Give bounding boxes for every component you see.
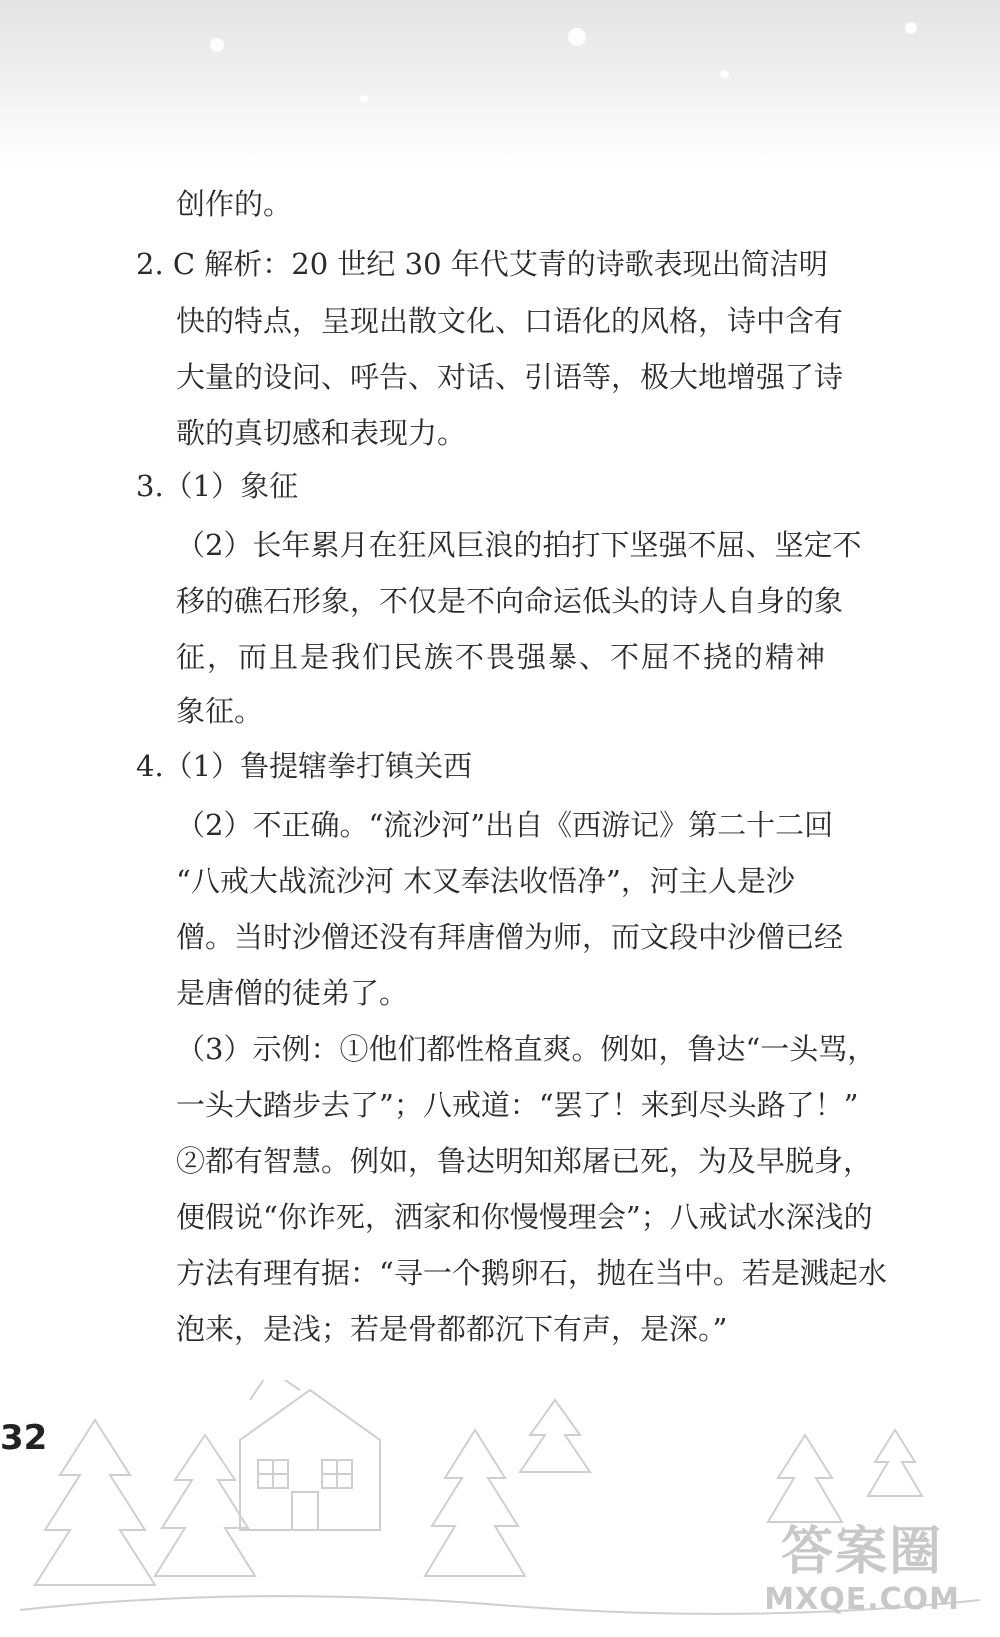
text-line: 快的特点，呈现出散文化、口语化的风格，诗中含有 bbox=[176, 304, 844, 338]
text-line: 是唐僧的徒弟了。 bbox=[176, 976, 409, 1010]
house-icon bbox=[240, 1380, 380, 1530]
tree-icon bbox=[520, 1400, 590, 1472]
snowflake-decoration bbox=[720, 70, 729, 79]
tree-icon bbox=[868, 1430, 922, 1496]
decorative-header-band bbox=[0, 0, 1000, 165]
text-line: 歌的真切感和表现力。 bbox=[176, 416, 467, 450]
text-line: 象征。 bbox=[176, 694, 264, 728]
text-line: ②都有智慧。例如，鲁达明知郑屠已死，为及早脱身， bbox=[176, 1144, 873, 1178]
text-line: 泡来，是浅；若是骨都都沉下有声，是深。” bbox=[176, 1312, 728, 1346]
text-line: 一头大踏步去了”；八戒道：“罢了！来到尽头路了！” bbox=[176, 1088, 859, 1122]
watermark-url: MXQE.COM bbox=[764, 1582, 960, 1617]
snowflake-decoration bbox=[905, 22, 917, 34]
text-line: 大量的设问、呼告、对话、引语等，极大地增强了诗 bbox=[176, 360, 844, 394]
text-line: （3）示例：①他们都性格直爽。例如，鲁达“一头骂， bbox=[176, 1032, 877, 1066]
text-line: 3.（1）象征 bbox=[136, 469, 299, 503]
text-line: “八戒大战流沙河 木叉奉法收悟净”，河主人是沙 bbox=[176, 864, 795, 898]
text-line: 4.（1）鲁提辖拳打镇关西 bbox=[136, 749, 473, 783]
tree-icon bbox=[768, 1435, 842, 1522]
snowflake-decoration bbox=[360, 95, 368, 103]
text-line: （2）不正确。“流沙河”出自《西游记》第二十二回 bbox=[176, 808, 834, 842]
text-line: 征，而且是我们民族不畏强暴、不屈不挠的精神 bbox=[176, 640, 828, 674]
tree-icon bbox=[425, 1430, 525, 1576]
tree-icon bbox=[35, 1420, 155, 1585]
snowflake-decoration bbox=[568, 28, 586, 46]
snowflake-decoration bbox=[210, 38, 224, 52]
text-line: 2. C 解析：20 世纪 30 年代艾青的诗歌表现出简洁明 bbox=[136, 247, 828, 281]
watermark bbox=[764, 1522, 960, 1617]
text-line: 创作的。 bbox=[176, 187, 293, 221]
text-line: 僧。当时沙僧还没有拜唐僧为师，而文段中沙僧已经 bbox=[176, 920, 844, 954]
watermark-logo: 答案圈 bbox=[781, 1522, 944, 1582]
text-line: 移的礁石形象，不仅是不向命运低头的诗人自身的象 bbox=[176, 584, 844, 618]
text-line: 便假说“你诈死，洒家和你慢慢理会”；八戒试水深浅的 bbox=[176, 1200, 873, 1234]
text-line: （2）长年累月在狂风巨浪的拍打下坚强不屈、坚定不 bbox=[176, 528, 862, 562]
text-line: 方法有理有据：“寻一个鹅卵石，抛在当中。若是溅起水 bbox=[176, 1256, 887, 1290]
page-number: 32 bbox=[0, 1418, 48, 1458]
